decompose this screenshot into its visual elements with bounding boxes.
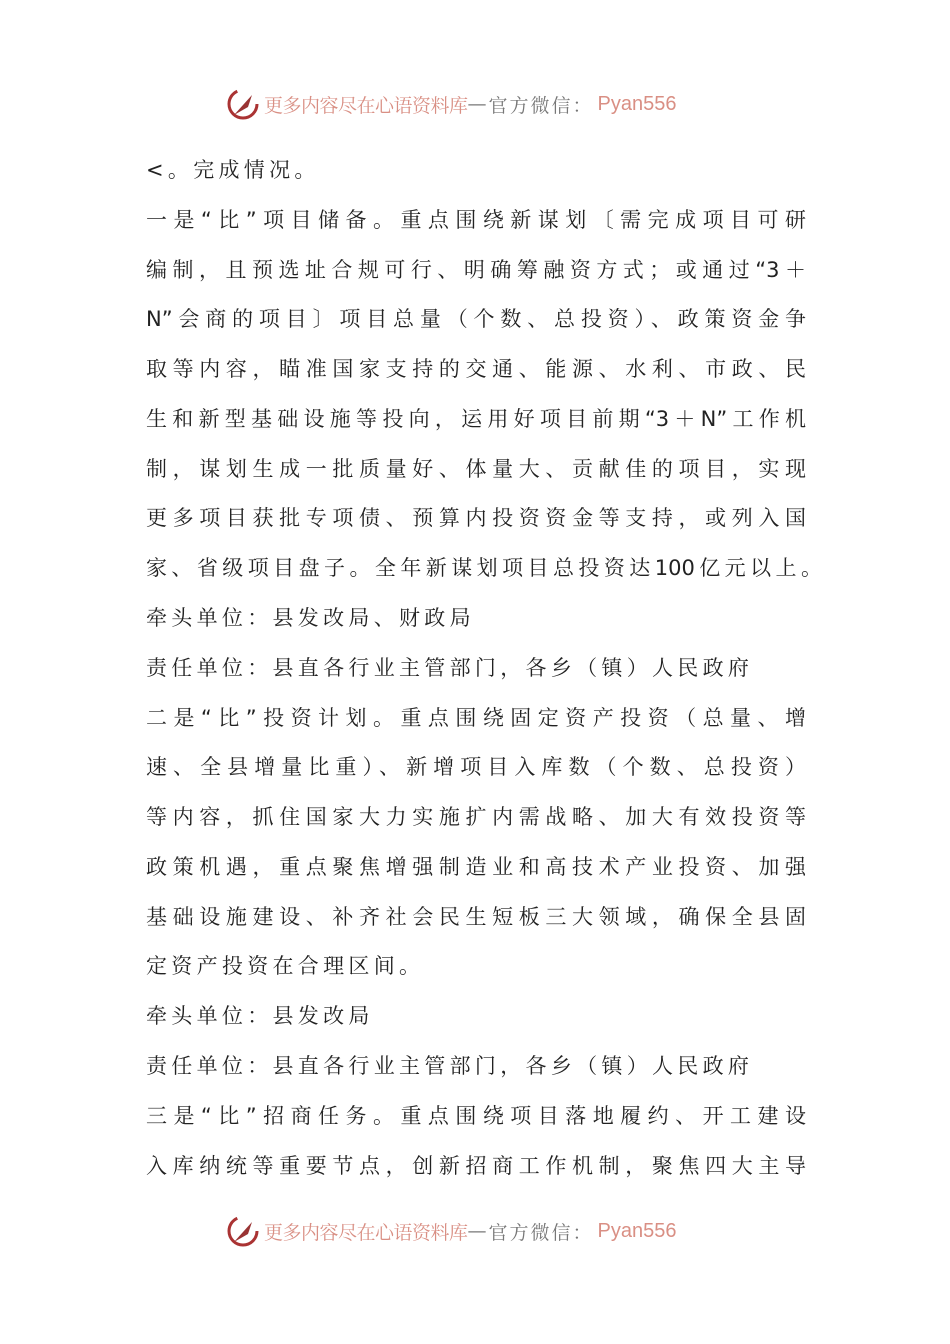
text-line: N”会商的项目〕项目总量（个数、总投资）、政策资金争 xyxy=(146,307,806,331)
text-line: 责任单位：县直各行业主管部门，各乡（镇）人民政府 xyxy=(146,656,754,680)
footer-banner xyxy=(226,1213,726,1249)
quill-logo-icon xyxy=(226,87,260,121)
text-line: 基础设施建设、补齐社会民生短板三大领域，确保全县固 xyxy=(146,905,806,929)
text-line: 速、全县增量比重）、新增项目入库数（个数、总投资） xyxy=(146,755,806,779)
separator: — xyxy=(467,1220,489,1242)
text-line: 更多项目获批专项债、预算内投资资金等支持，或列入国 xyxy=(146,506,806,530)
text-line: 二是“比”投资计划。重点围绕固定资产投资（总量、增 xyxy=(146,706,806,730)
official-label: 官方微信： xyxy=(488,1221,594,1244)
text-line: 政策机遇，重点聚焦增强制造业和高技术产业投资、加强 xyxy=(146,855,806,879)
wechat-id: Pyan556 xyxy=(597,1219,677,1242)
text-line: 取等内容，瞄准国家支持的交通、能源、水利、市政、民 xyxy=(146,357,806,381)
header-banner xyxy=(226,86,726,122)
wechat-id: Pyan556 xyxy=(597,92,677,115)
text-line: 牵头单位：县发改局、财政局 xyxy=(146,606,475,630)
brand-text: 更多内容尽在心语资料库 xyxy=(264,1221,468,1244)
text-line: 定资产投资在合理区间。 xyxy=(146,954,425,978)
text-line: 入库纳统等重要节点，创新招商工作机制，聚焦四大主导 xyxy=(146,1154,806,1178)
text-line: 编制，且预选址合规可行、明确筹融资方式；或通过“3＋ xyxy=(146,258,806,282)
text-line: 责任单位：县直各行业主管部门，各乡（镇）人民政府 xyxy=(146,1054,754,1078)
text-line: 牵头单位：县发改局 xyxy=(146,1004,374,1028)
text-line: 一是“比”项目储备。重点围绕新谋划〔需完成项目可研 xyxy=(146,208,806,232)
text-line: 等内容，抓住国家大力实施扩内需战略、加大有效投资等 xyxy=(146,805,806,829)
text-line: 家、省级项目盘子。全年新谋划项目总投资达100亿元以上。 xyxy=(146,556,822,580)
text-line: 制，谋划生成一批质量好、体量大、贡献佳的项目，实现 xyxy=(146,457,806,481)
text-line: 三是“比”招商任务。重点围绕项目落地履约、开工建设 xyxy=(146,1104,806,1128)
quill-logo-icon xyxy=(226,1214,260,1248)
text-line: 生和新型基础设施等投向，运用好项目前期“3＋N”工作机 xyxy=(146,407,806,431)
official-label: 官方微信： xyxy=(488,94,594,117)
separator: — xyxy=(467,93,489,115)
brand-text: 更多内容尽在心语资料库 xyxy=(264,94,468,117)
text-line: <。完成情况。 xyxy=(146,158,320,182)
